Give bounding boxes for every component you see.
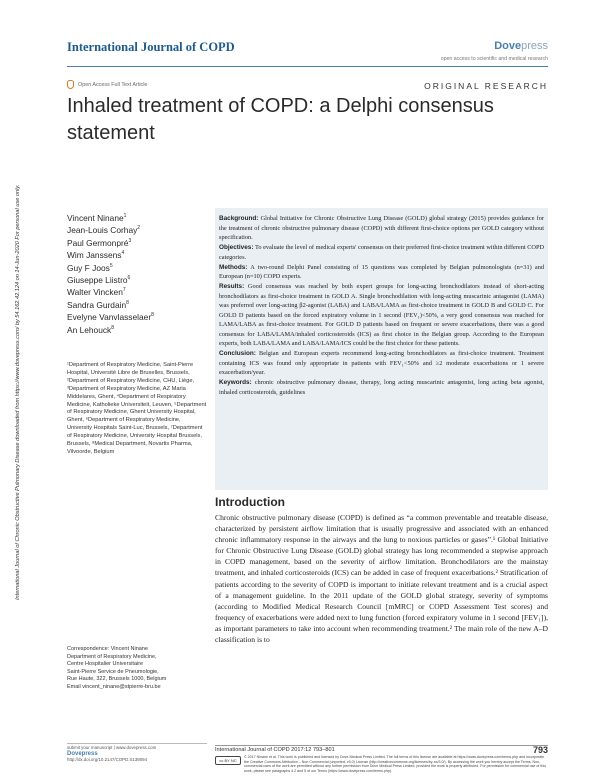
abstract-conclusion: Conclusion: Belgian and European experts recommend long-acting bronchodilators as first-choice treatment. Treatment containing ICS was found only appropriate in patients with FEV₁<50% and ≥2 moderate exacerbations or 1 severe exacerbation/year. bbox=[219, 350, 544, 376]
article-title: Inhaled treatment of COPD: a Delphi consensus statement bbox=[67, 95, 494, 144]
introduction-body: Chronic obstructive pulmonary disease (COPD) is defined as “a common preventable and treatable disease, characterized by persistent airflow limitation that is usually progressive and associated with an enhanced chronic inflammatory response in the airways and the lung to noxious particles or gases”.¹ Global Initiative for Chronic Obstructive Lung Disease (GOLD) global strategy has long recommended a stepwise approach in COPD management, based on the severity of airflow limitation. Bronchodilators are the mainstay treatment, and inhaled corticosteroids (ICS) can be added in case of frequent exacerbations.² Stratification of patients according to the severity of COPD is important to initiate relevant treatment and is a crucial aspect of a management guideline. In the 2011 update of the GOLD global strategy, severity of symptoms (according to Modified Medical Research Council [mMRC] or COPD Assessment Test scores) and frequency of exacerbations were added next to lung function (forced expiratory volume in 1 second [FEV₁]), as important parameters to take into account when recommending treatment.² The main role of the new A–D classification is to bbox=[215, 513, 548, 645]
correspondence-line: Rue Haute, 322, Brussels 1000, Belgium bbox=[67, 676, 167, 683]
author[interactable]: Evelyne Vanvlasselaer$^8$ bbox=[67, 312, 154, 323]
author[interactable]: Guy F Joos$^5$ bbox=[67, 262, 113, 273]
author[interactable]: Giuseppe Liistro$^6$ bbox=[67, 275, 131, 286]
introduction-heading: Introduction bbox=[215, 495, 285, 509]
open-access-text: Open Access Full Text Article bbox=[78, 81, 148, 88]
affiliations: ¹Department of Respiratory Medicine, Saint-Pierre Hospital, Université Libre de Bruxelles, Brussels, ²Department of Respiratory Medicine, CHU, Liège, ³Department of Respiratory Medicine, AZ Maria Middelares, Ghent, ⁴Department of Respiratory Medicine, Katholieke Universiteit, Leuven, ⁵Department of Respiratory Medicine, Ghent University Hospital, Ghent, ⁶Department of Respiratory Medicine, University Hospitals Saint-Luc, Brussels, ⁷Department of Respiratory Medicine, University Hospital Brussels, Brussels, ⁸Medical Department, Novartis Pharma, Vilvoorde, Belgium bbox=[67, 362, 207, 455]
correspondence-line: Saint-Pierre Service de Pneumologie, bbox=[67, 668, 159, 675]
author[interactable]: An Lehouck$^8$ bbox=[67, 324, 115, 335]
abstract-background: Background: Global Initiative for Chronic Obstructive Lung Disease (GOLD) global strategy (2015) provides guidance for the treatment of chronic obstructive pulmonary disease (COPD) with different first-choice options per GOLD category without specification. bbox=[219, 215, 544, 241]
author[interactable]: Wim Janssens$^4$ bbox=[67, 250, 125, 261]
header-divider bbox=[67, 66, 548, 67]
doi-link[interactable]: http://dx.doi.org/10.2147/COPD.S139094 bbox=[67, 757, 148, 762]
author-list bbox=[67, 212, 207, 336]
cc-license-badge[interactable]: cc BY NC bbox=[215, 756, 241, 765]
submit-box bbox=[67, 745, 207, 763]
abstract bbox=[215, 208, 548, 490]
dovepress-footer-logo[interactable]: Dovepress bbox=[67, 751, 98, 757]
publisher-name: Dove bbox=[494, 40, 522, 52]
publisher-logo[interactable] bbox=[494, 40, 548, 52]
submit-manuscript-link[interactable]: submit your manuscript | www.dovepress.com bbox=[67, 745, 157, 750]
abstract-results: Results: Good consensus was reached by both expert groups for long-acting bronchodilators instead of short-acting bronchodilators as first-choice treatment in GOLD A. Single bronchodilation with long-acting muscarinic antagonist (LAMA) was preferred over long-acting β2-agonist (LABA) and LABA/LAMA as first-choice treatment in GOLD B and GOLD C. For GOLD D patients based on the forced expiratory volume in 1 second (FEV₁)<50%, a very good consensus was reached for LAMA/LABA as first-choice treatment. For GOLD D patients based on frequent or severe exacerbations, there was a good consensus for LABA/LAMA/inhaled corticosteroids (ICS) as first choice in the Belgian group. According to the European experts, both LABA/LAMA and LABA/LAMA/ICS could be the first choice for these patients. bbox=[219, 283, 544, 347]
correspondence-email[interactable]: Email vincent_ninane@stpierre-bru.be bbox=[67, 683, 161, 690]
author[interactable]: Walter Vincken$^7$ bbox=[67, 287, 126, 298]
abstract-keywords: Keywords: chronic obstructive pulmonary disease, therapy, long acting muscarinic antagonist, long acting beta agonist, inhaled corticosteroids, guidelines bbox=[219, 379, 544, 396]
publisher-name-suffix: press bbox=[521, 40, 548, 52]
journal-title[interactable]: International Journal of COPD bbox=[67, 40, 235, 54]
author[interactable]: Paul Germonpré$^3$ bbox=[67, 237, 132, 248]
correspondence bbox=[67, 646, 207, 692]
article-type: ORIGINAL RESEARCH bbox=[424, 81, 548, 91]
submit-divider bbox=[67, 743, 207, 744]
publisher-tagline: open access to scientific and medical research bbox=[440, 56, 548, 62]
open-access-label bbox=[67, 80, 147, 89]
open-access-lock-icon bbox=[67, 80, 74, 89]
author[interactable]: Sandra Gurdain$^8$ bbox=[67, 299, 129, 310]
abstract-objectives: Objectives: To evaluate the level of medical experts' consensus on their preferred first-choice treatment within different COPD categories. bbox=[219, 244, 545, 261]
abstract-methods: Methods: A two-round Delphi Panel consisting of 15 questions was completed by Belgian pulmonologists (n=31) and European (n=10) COPD experts. bbox=[219, 263, 544, 280]
license-text: © 2017 Ninane et al. This work is published and licensed by Dove Medical Press Limited. The full terms of this license are available at https://www.dovepress.com/terms.php and incorporate the Creative Commons Attribution – Non Commercial (unported, v3.0) License (http://creativecommons.org/licenses/by-nc/3.0/). By accessing the work you hereby accept the Terms. Non-commercial uses of the work are permitted without any further permission from Dove Medical Press Limited, provided the work is properly attributed. For permission for commercial use of this work, please see paragraphs 4.2 and 5 of our Terms (https://www.dovepress.com/terms.php). bbox=[244, 755, 546, 773]
page-number: 793 bbox=[532, 745, 548, 755]
footer-citation: International Journal of COPD 2017:12 793–801 bbox=[215, 747, 335, 753]
correspondence-line: Department of Respiratory Medicine, bbox=[67, 653, 157, 660]
download-note: International Journal of Chronic Obstructive Pulmonary Disease downloaded from https://www.dovepress.com/ by 54.162.42.124 on 14-Jun-2020 For personal use only. bbox=[15, 184, 21, 600]
author[interactable]: Vincent Ninane$^1$ bbox=[67, 213, 127, 223]
footer-divider bbox=[215, 745, 548, 746]
correspondence-line: Centre Hospitalier Universitaire bbox=[67, 661, 144, 668]
correspondence-line: Correspondence: Vincent Ninane bbox=[67, 646, 148, 652]
download-note-strip bbox=[0, 90, 28, 610]
author[interactable]: Jean-Louis Corhay$^2$ bbox=[67, 225, 141, 236]
